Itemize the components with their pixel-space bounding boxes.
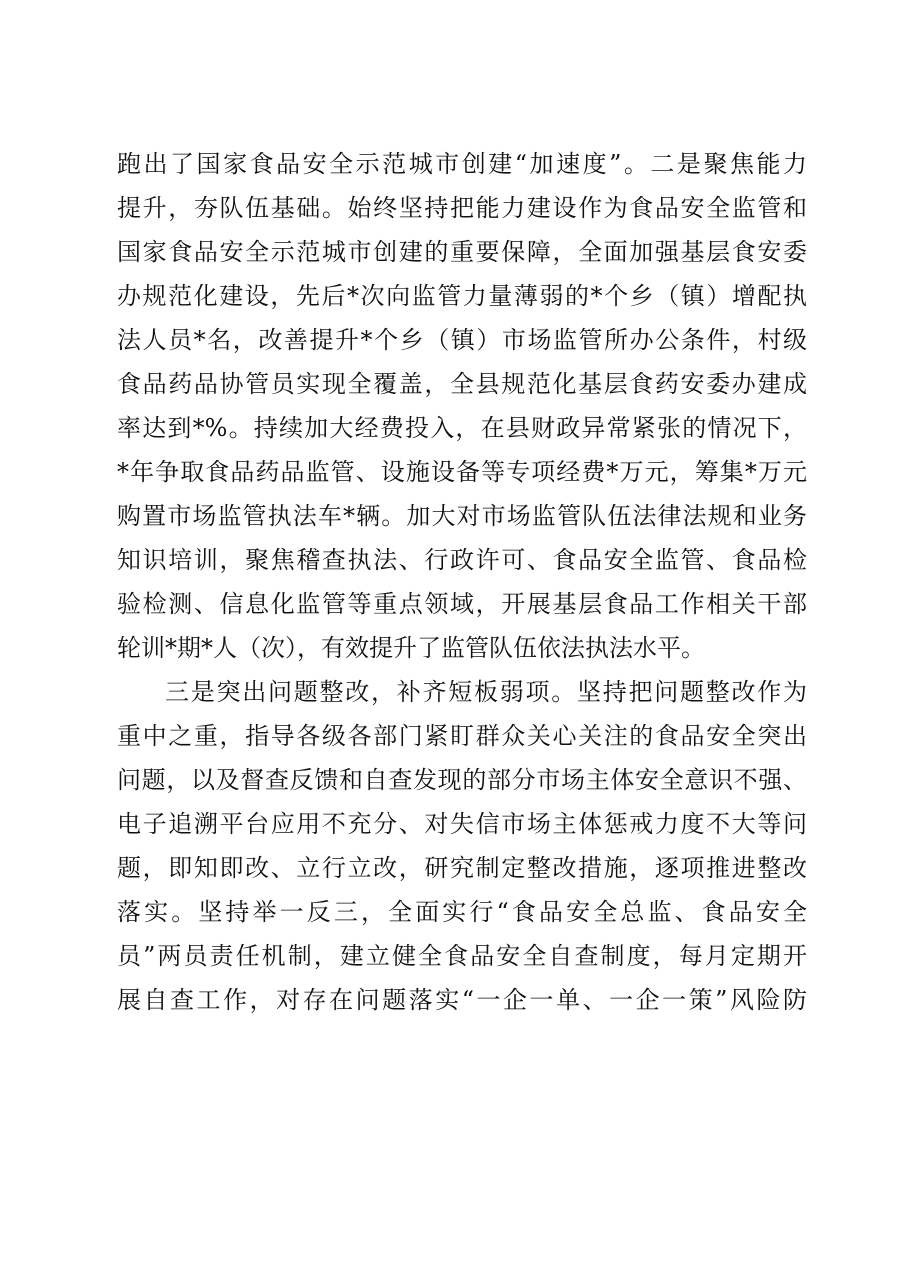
text-line: 问题，以及督查反馈和自查发现的部分市场主体安全意识不强、 [117, 766, 807, 794]
text-line: 员”两员责任机制，建立健全食品安全自查制度，每月定期开 [117, 942, 807, 970]
text-line: 法人员*名，改善提升*个乡（镇）市场监管所办公条件，村级 [117, 326, 807, 354]
text-line: 题，即知即改、立行立改，研究制定整改措施，逐项推进整改 [117, 854, 807, 882]
text-line: 办规范化建设，先后*次向监管力量薄弱的*个乡（镇）增配执 [117, 282, 807, 310]
text-line: 重中之重，指导各级各部门紧盯群众关心关注的食品安全突出 [117, 722, 807, 750]
paragraph-1 [117, 142, 807, 670]
text-line: 提升，夯队伍基础。始终坚持把能力建设作为食品安全监管和 [117, 194, 807, 222]
text-line: 购置市场监管执法车*辆。加大对市场监管队伍法律法规和业务 [117, 502, 807, 530]
paragraph-2 [117, 670, 807, 1022]
body-text [117, 142, 807, 1022]
text-line: 国家食品安全示范城市创建的重要保障，全面加强基层食安委 [117, 238, 807, 266]
text-line: 三是突出问题整改，补齐短板弱项。坚持把问题整改作为 [165, 678, 807, 706]
text-line: 验检测、信息化监管等重点领域，开展基层食品工作相关干部 [117, 590, 807, 618]
text-line: *年争取食品药品监管、设施设备等专项经费*万元，筹集*万元 [117, 458, 807, 486]
text-line: 轮训*期*人（次），有效提升了监管队伍依法执法水平。 [117, 634, 705, 662]
text-line: 率达到*%。持续加大经费投入，在县财政异常紧张的情况下， [117, 414, 807, 442]
text-line: 知识培训，聚焦稽查执法、行政许可、食品安全监管、食品检 [117, 546, 807, 574]
text-line: 落实。坚持举一反三，全面实行“食品安全总监、食品安全 [117, 898, 807, 926]
text-line: 食品药品协管员实现全覆盖，全县规范化基层食药安委办建成 [117, 370, 807, 398]
text-line: 展自查工作，对存在问题落实“一企一单、一企一策”风险防 [117, 986, 807, 1014]
text-line: 电子追溯平台应用不充分、对失信市场主体惩戒力度不大等问 [117, 810, 807, 838]
text-line: 跑出了国家食品安全示范城市创建“加速度”。二是聚焦能力 [117, 150, 807, 178]
